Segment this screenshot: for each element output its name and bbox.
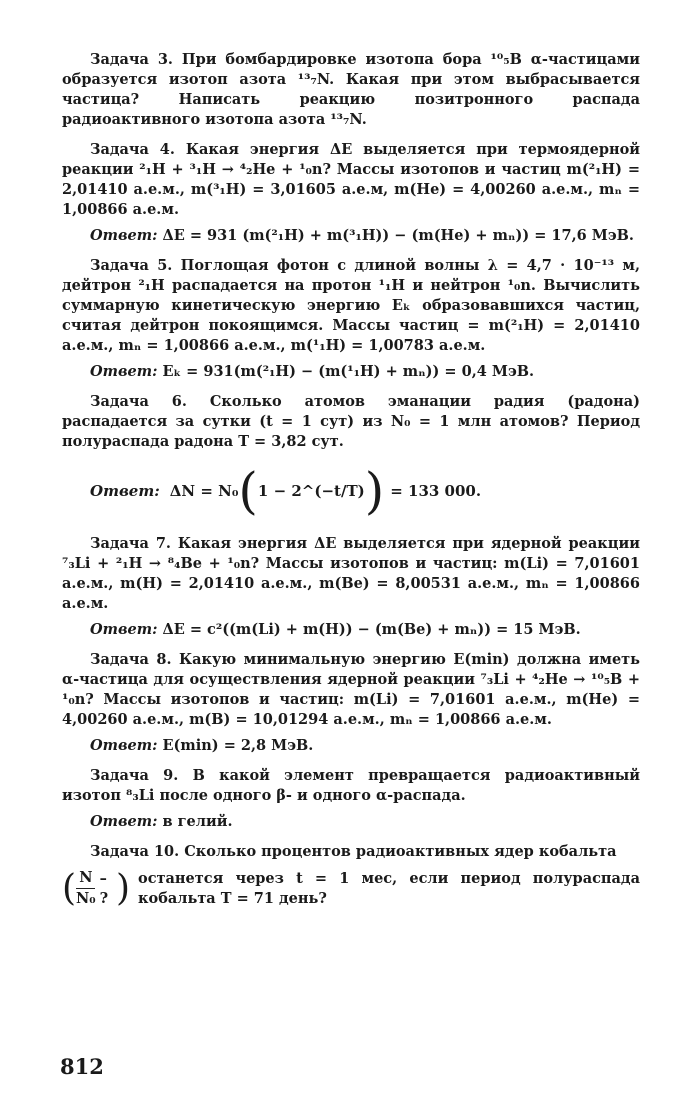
problem-5 bbox=[62, 256, 640, 382]
answer bbox=[90, 462, 640, 520]
answer-formula: ΔE = c²((m(Li) + m(H)) − (m(Be) + mₙ)) = 15 МэВ. bbox=[162, 621, 581, 638]
right-paren: ) bbox=[364, 462, 385, 520]
problem-10 bbox=[62, 842, 640, 909]
answer-formula: ΔE = 931 (m(²₁H) + m(³₁H)) − (m(He) + mₙ)) = 17,6 МэВ. bbox=[162, 227, 634, 244]
answer-label: Ответ: bbox=[90, 227, 158, 244]
page-content bbox=[62, 50, 640, 919]
answer bbox=[90, 736, 640, 756]
left-paren: ( bbox=[62, 867, 77, 909]
answer-label: Ответ: bbox=[90, 621, 158, 638]
fraction-denominator: N₀ bbox=[76, 890, 96, 907]
problem-text: Задача 6. Сколько атомов эманации радия (радона) распадается за сутки (t = 1 сут) из N₀ = 1 млн атомов? Период полураспада радона T = 3,82 сут. bbox=[62, 393, 640, 450]
problem-text: Задача 7. Какая энергия ΔE выделяется при ядерной реакции ⁷₃Li + ²₁H → ⁸₄Be + ¹₀n? Массы изотопов и частиц: m(Li) = 7,01601 а.е.м., m(H) = 2,01410 а.е.м., m(Be) = 8,00531 а.е.м., mₙ = 1,00866 а.е.м. bbox=[62, 535, 640, 612]
answer-lhs: ΔN = N₀ bbox=[169, 482, 239, 500]
fraction-numerator: N bbox=[76, 868, 95, 889]
problem-text: Задача 9. В какой элемент превращается радиоактивный изотоп ⁸₃Li после одного β- и одного α-распада. bbox=[62, 767, 640, 804]
problem-text: Задача 3. При бомбардировке изотопа бора ¹⁰₅B α-частицами образуется изотоп азота ¹³₇N. Какая при этом выбрасывается частица? Написать реакцию позитронного распада радиоактивного изотопа азота ¹³₇N. bbox=[62, 51, 640, 128]
problem-text: Задача 4. Какая энергия ΔE выделяется при термоядерной реакции ²₁H + ³₁H → ⁴₂He + ¹₀n? Массы изотопов и частиц m(²₁H) = 2,01410 а.е.м., m(³₁H) = 3,01605 а.е.м, m(He) = 4,00260 а.е.м., mₙ = 1,00866 а.е.м. bbox=[62, 141, 640, 218]
answer-formula: E(min) = 2,8 МэВ. bbox=[162, 737, 314, 754]
problem-text: Задача 5. Поглощая фотон с длиной волны λ = 4,7 · 10⁻¹³ м, дейтрон ²₁H распадается на протон ¹₁H и нейтрон ¹₀n. Вычислить суммарную кинетическую энергию Eₖ образовавшихся частиц, считая дейтрон покоящимся. Массы частиц = m(²₁H) = 2,01410 а.е.м., mₙ = 1,00866 а.е.м., m(¹₁H) = 1,00783 а.е.м. bbox=[62, 257, 640, 354]
answer bbox=[90, 226, 640, 246]
problem-text-after: останется через t = 1 мес, если период полураспада кобальта T = 71 день? bbox=[138, 869, 640, 907]
problem-text: Задача 8. Какую минимальную энергию E(min) должна иметь α-частица для осуществления ядерной реакции ⁷₃Li + ⁴₂He → ¹⁰₅B + ¹₀n? Массы изотопов и частиц: m(Li) = 7,01601 а.е.м., m(He) = 4,00260 а.е.м., m(B) = 10,01294 а.е.м., mₙ = 1,00866 а.е.м. bbox=[62, 651, 640, 728]
problem-9 bbox=[62, 766, 640, 832]
fraction-tail: – ? bbox=[99, 869, 109, 907]
problem-6 bbox=[62, 392, 640, 520]
answer bbox=[90, 812, 640, 832]
fraction bbox=[76, 868, 96, 909]
answer-label: Ответ: bbox=[90, 482, 160, 500]
problem-text: Задача 10. Сколько процентов радиоактивных ядер кобальта bbox=[90, 843, 617, 860]
answer-formula: Eₖ = 931(m(²₁H) − (m(¹₁H) + mₙ)) = 0,4 МэВ. bbox=[162, 363, 535, 380]
answer-label: Ответ: bbox=[90, 363, 158, 380]
answer-label: Ответ: bbox=[90, 813, 158, 830]
right-paren: ) bbox=[116, 867, 131, 909]
page-number: 812 bbox=[60, 1054, 104, 1079]
problem-fraction-line bbox=[62, 868, 640, 909]
answer-rhs: = 133 000. bbox=[390, 482, 482, 500]
problem-4 bbox=[62, 140, 640, 246]
answer bbox=[90, 620, 640, 640]
answer-inner: 1 − 2^(−t/T) bbox=[257, 482, 365, 500]
problem-8 bbox=[62, 650, 640, 756]
answer-formula: в гелий. bbox=[162, 813, 233, 830]
left-paren: ( bbox=[238, 462, 258, 520]
answer bbox=[90, 362, 640, 382]
problem-3 bbox=[62, 50, 640, 130]
problem-7 bbox=[62, 534, 640, 640]
answer-label: Ответ: bbox=[90, 737, 158, 754]
